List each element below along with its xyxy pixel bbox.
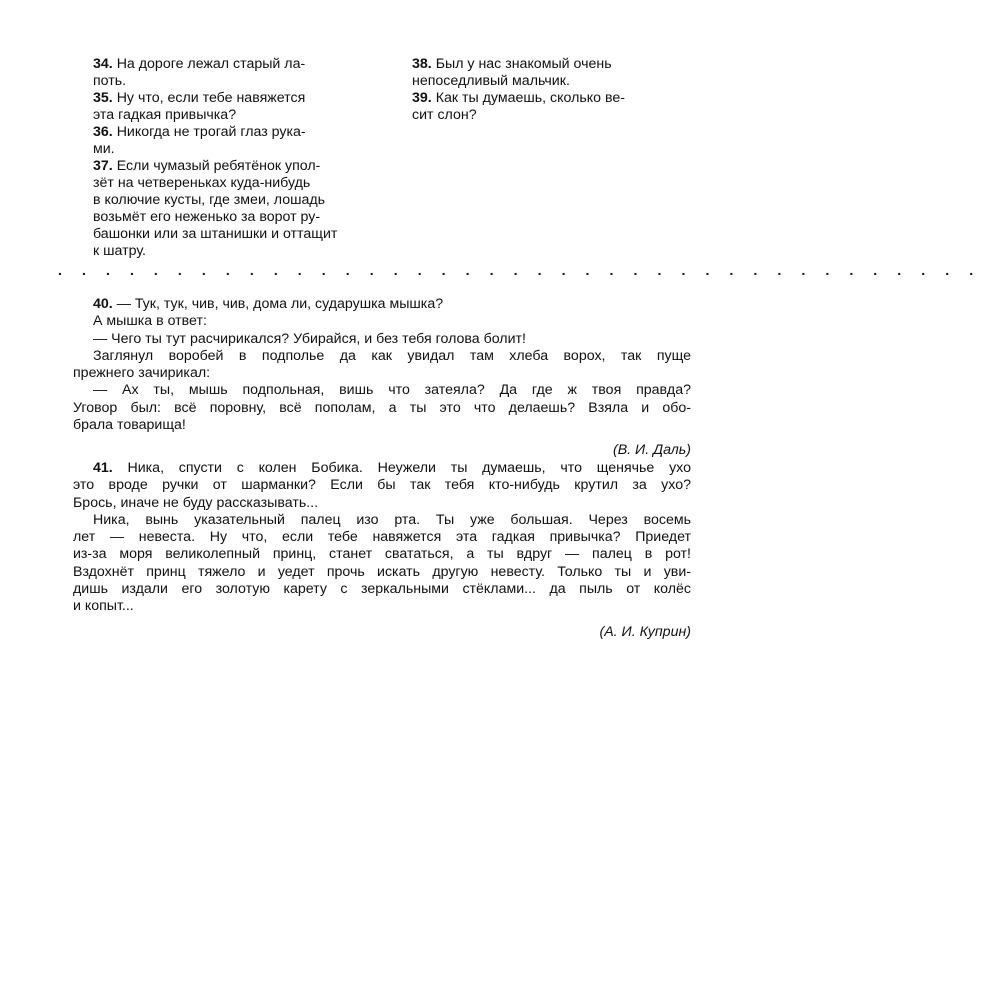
exercise-41 xyxy=(73,460,691,641)
exercise-35-line-2: эта гадкая привычка? xyxy=(93,107,237,123)
exercise-40-line-4: Заглянул воробей в подполье да как увидал там хлеба ворох, так пуще xyxy=(93,347,691,364)
exercise-number: 36. xyxy=(93,124,113,140)
right-column xyxy=(412,56,682,124)
exercise-40-line-1: 40. — Тук, тук, чив, чив, дома ли, сударушка мышка? xyxy=(93,296,444,312)
exercise-number: 38. xyxy=(412,56,432,72)
exercise-37-line-5: башонки или за штанишки и оттащит xyxy=(93,226,338,242)
exercise-40-line-8: брала товарища! xyxy=(73,417,186,434)
exercise-36-line-1: 36. Никогда не трогай глаз рука- xyxy=(93,124,306,140)
exercise-number: 35. xyxy=(93,90,113,106)
exercise-41-line-8: дишь издали его золотую карету с зеркальными стёклами... да пыль от колёс xyxy=(73,581,691,598)
exercise-37-line-6: к шатру. xyxy=(93,243,146,259)
exercise-37-line-2: зёт на четвереньках куда-нибудь xyxy=(93,175,311,191)
exercise-39-line-2: сит слон? xyxy=(412,107,477,123)
exercise-number: 40. xyxy=(93,296,113,312)
exercise-34-line-2: поть. xyxy=(93,73,127,89)
exercise-40 xyxy=(73,296,691,460)
exercise-40-line-5: прежнего зачирикал: xyxy=(73,365,211,382)
exercise-35-line-1: 35. Ну что, если тебе навяжется xyxy=(93,90,306,106)
author-attribution: (А. И. Куприн) xyxy=(599,623,691,640)
exercise-37 xyxy=(93,158,373,260)
exercise-37-line-1: 37. Если чумазый ребятёнок упол- xyxy=(93,158,321,174)
exercise-39 xyxy=(412,90,682,124)
exercise-36-line-2: ми. xyxy=(93,141,115,157)
dotted-separator: . . . . . . . . . . . . . . . . . . . . . . . . . . . . . . . . . . . . . . . xyxy=(58,262,981,278)
exercise-38-line-2: непоседливый мальчик. xyxy=(412,73,570,89)
exercise-37-line-3: в колючие кусты, где змеи, лошадь xyxy=(93,192,326,208)
author-attribution: (В. И. Даль) xyxy=(612,442,691,459)
exercise-number: 34. xyxy=(93,56,113,72)
exercise-number: 39. xyxy=(412,90,432,106)
exercise-39-line-1: 39. Как ты думаешь, сколько ве- xyxy=(412,90,625,106)
exercise-34 xyxy=(93,56,373,90)
exercise-40-line-7: Уговор был: всё поровну, всё пополам, а ты это что делаешь? Взяла и обо- xyxy=(73,399,691,416)
exercise-40-line-6: — Ах ты, мышь подпольная, вишь что затеяла? Да где ж твоя правда? xyxy=(93,382,691,399)
exercise-41-line-4: Ника, вынь указательный палец изо рта. Ты уже большая. Через восемь xyxy=(93,511,691,528)
exercise-40-line-3: — Чего ты тут расчирикался? Убирайся, и без тебя голова болит! xyxy=(93,330,526,347)
exercise-41-line-2: это вроде ручки от шарманки? Если бы так тебя кто-нибудь крутил за ухо? xyxy=(73,477,691,494)
exercise-37-line-4: возьмёт его неженько за ворот ру- xyxy=(93,209,321,225)
exercise-number: 37. xyxy=(93,158,113,174)
exercise-38-line-1: 38. Был у нас знакомый очень xyxy=(412,56,612,72)
exercise-number: 41. xyxy=(93,460,113,476)
exercise-40-line-2: А мышка в ответ: xyxy=(93,313,207,330)
exercise-41-line-3: Брось, иначе не буду рассказывать... xyxy=(73,494,319,511)
exercise-36 xyxy=(93,124,373,158)
exercise-41-line-1: 41. Ника, спусти с колен Бобика. Неужели ты думаешь, что щенячье ухо xyxy=(93,460,691,476)
left-column xyxy=(93,56,373,260)
exercise-41-line-6: из-за моря великолепный принц, станет свататься, а ты вдруг — палец в рот! xyxy=(73,546,691,563)
exercise-35 xyxy=(93,90,373,124)
exercise-34-line-1: 34. На дороге лежал старый ла- xyxy=(93,56,306,72)
exercise-41-line-9: и копыт... xyxy=(73,598,134,615)
exercise-38 xyxy=(412,56,682,90)
exercise-41-line-7: Вздохнёт принц тяжело и уедет прочь искать другую невесту. Только ты и уви- xyxy=(73,563,691,580)
exercise-41-line-5: лет — невеста. Ну что, если тебе навяжется эта гадкая привычка? Приедет xyxy=(73,529,691,546)
